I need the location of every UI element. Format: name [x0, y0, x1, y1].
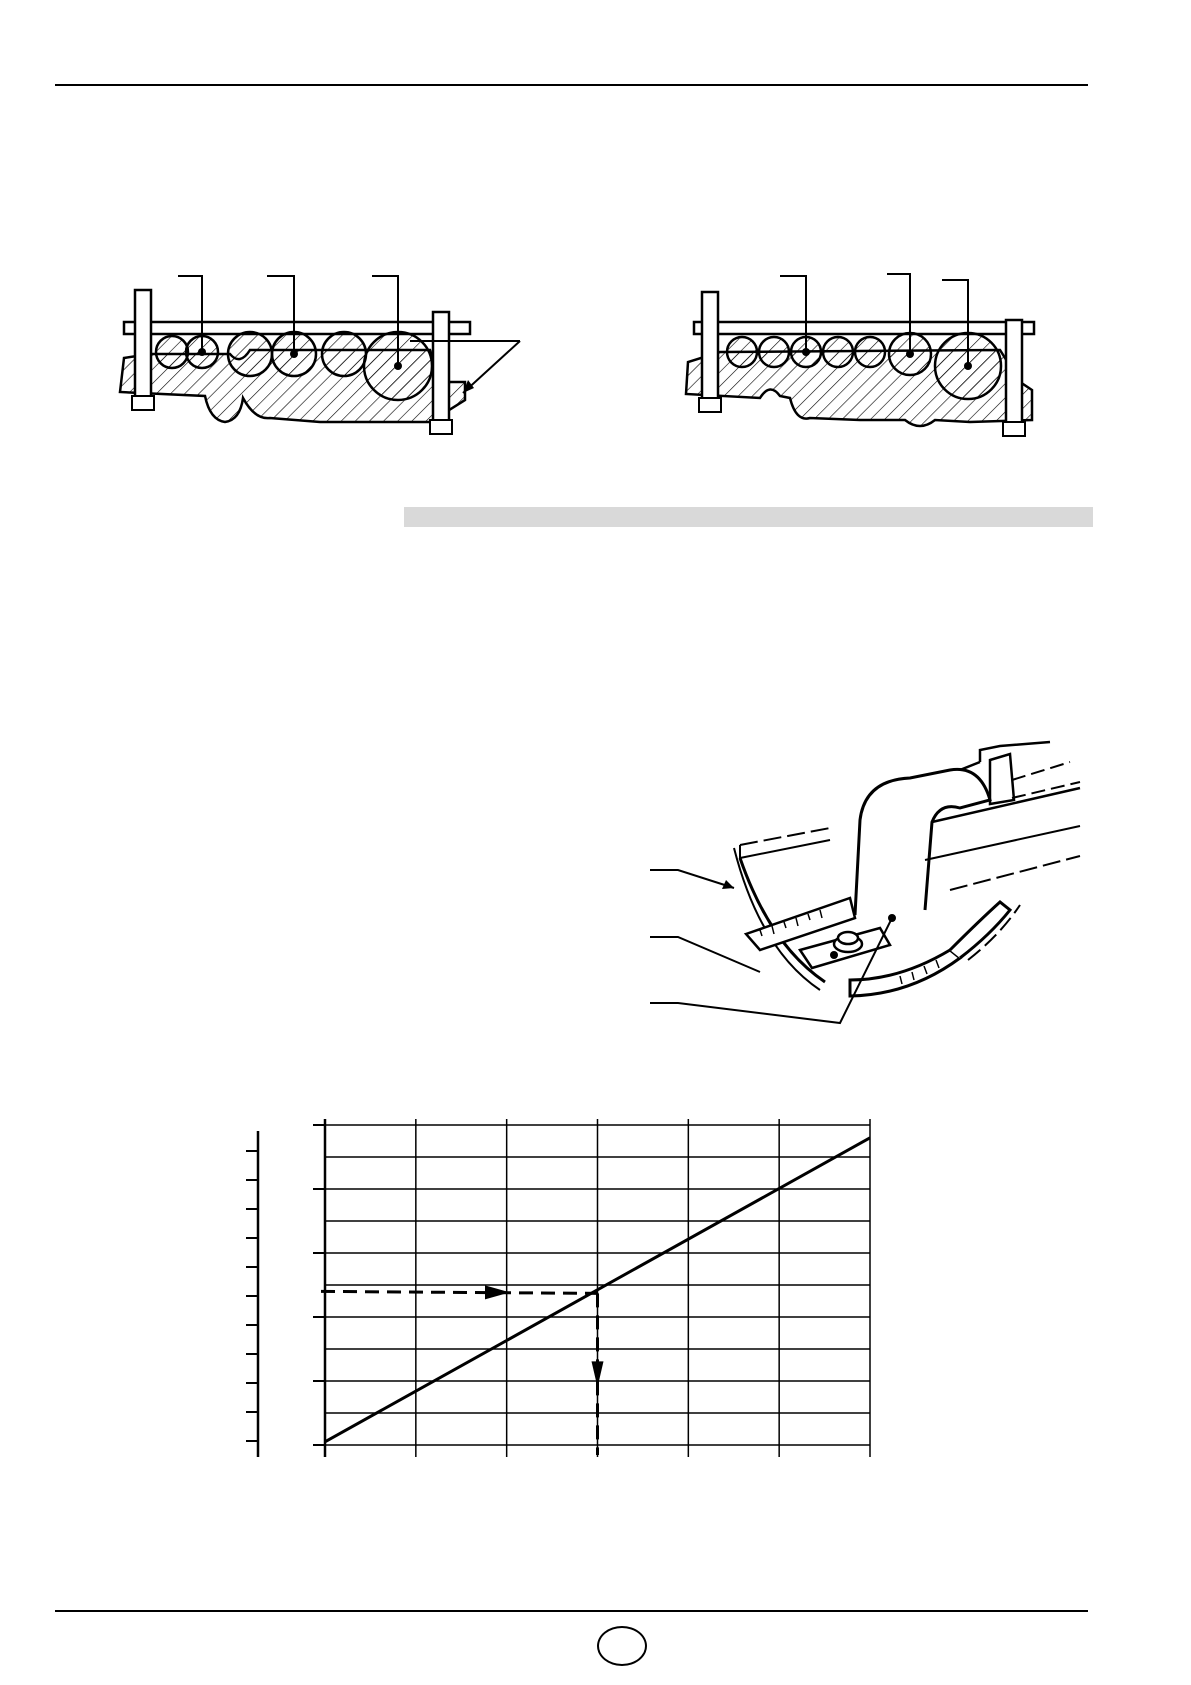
- pipe-clamp-cross-section-icon: [110, 270, 470, 440]
- reading-arrow-down: [592, 1361, 604, 1387]
- pipe-clamp-cross-section-icon: [680, 270, 1040, 440]
- adjustable-bracket-scale-icon: [650, 740, 1090, 1060]
- page-number-badge: [597, 1626, 647, 1666]
- conversion-chart: [240, 1115, 880, 1455]
- footer-rule: [55, 1610, 1088, 1612]
- header-rule: [55, 84, 1088, 86]
- section-header-bar: [404, 507, 1093, 527]
- reading-horizontal-dash: [321, 1291, 598, 1293]
